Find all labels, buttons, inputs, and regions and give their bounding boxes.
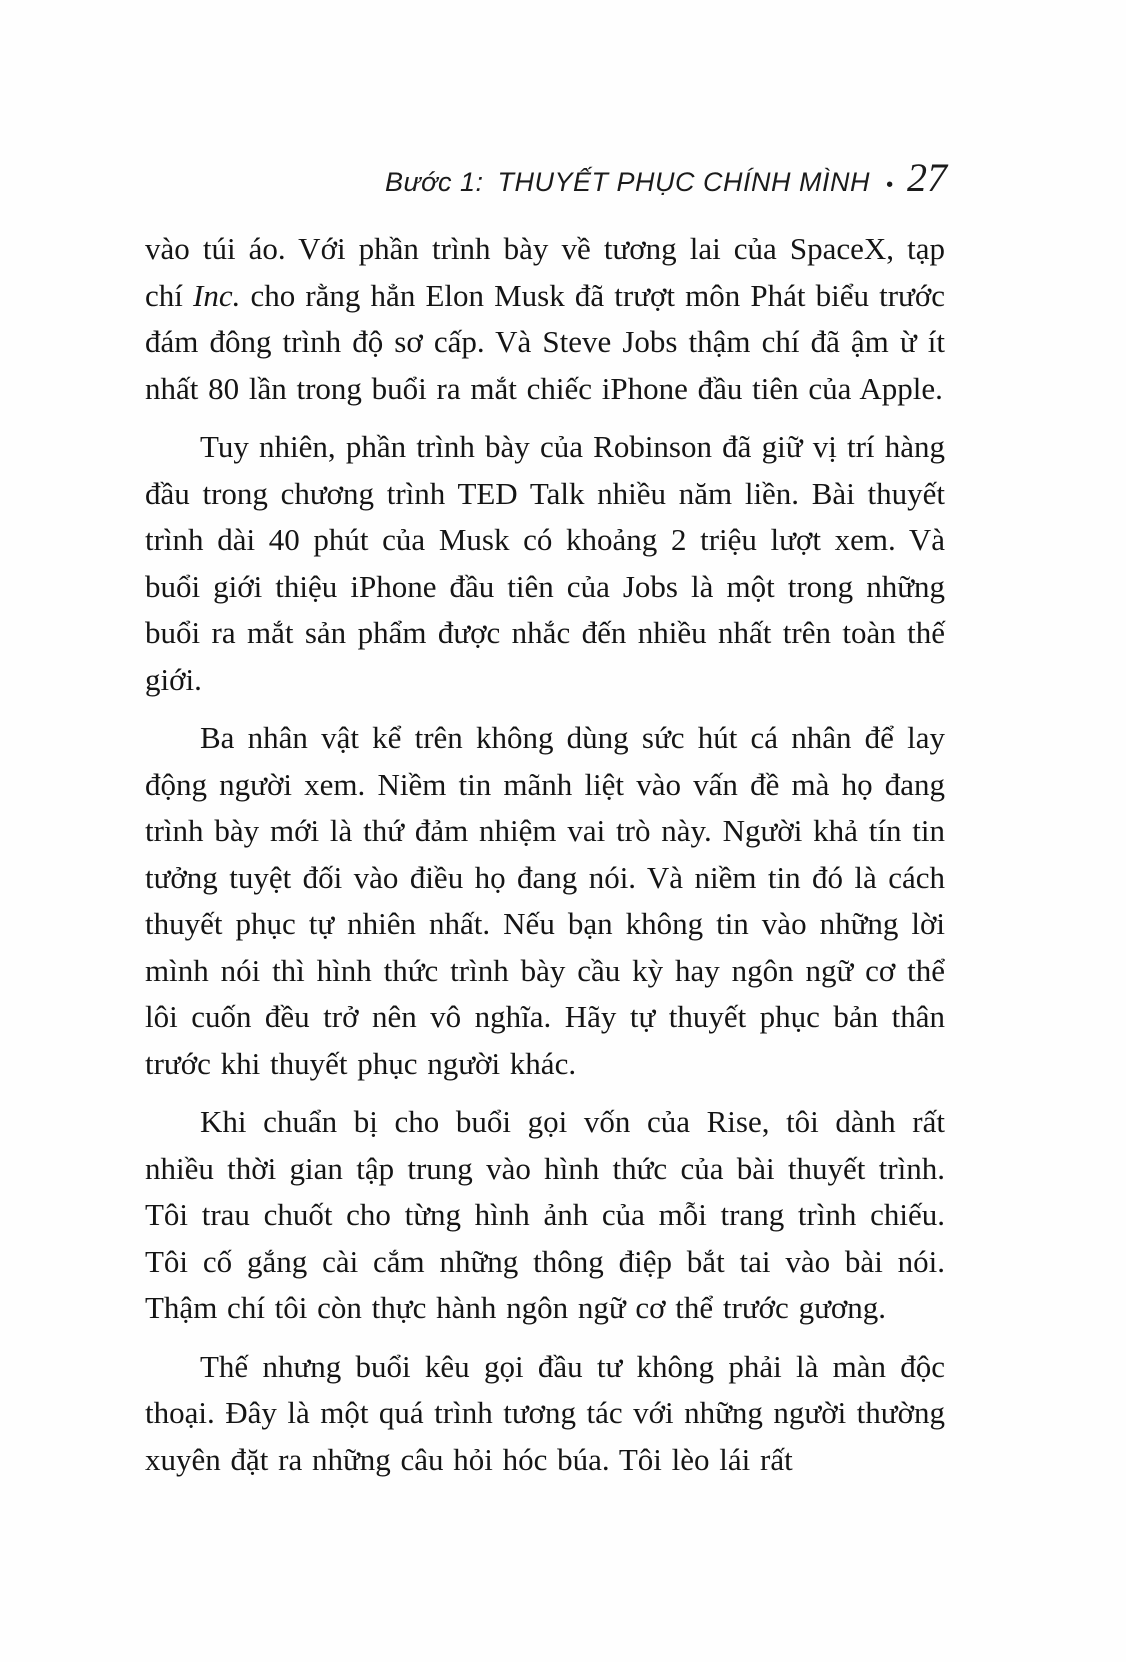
header-separator-bullet: • [885, 174, 893, 196]
paragraph-1 [145, 226, 945, 412]
header-step-label: Bước 1: [385, 167, 484, 197]
text-segment: vào túi áo. Với phần trình bày về tương lai của SpaceX, tạp chí [145, 231, 945, 313]
paragraph-3: Ba nhân vật kể trên không dùng sức hút cá nhân để lay động người xem. Niềm tin mãnh liệt vào vấn đề mà họ đang trình bày mới là thứ đảm nhiệm vai trò này. Người khả tín tin tưởng tuyệt đối vào điều họ đang nói. Và niềm tin đó là cách thuyết phục tự nhiên nhất. Nếu bạn không tin vào những lời mình nói thì hình thức trình bày cầu kỳ hay ngôn ngữ cơ thể lôi cuốn đều trở nên vô nghĩa. Hãy tự thuyết phục bản thân trước khi thuyết phục người khác. [145, 720, 945, 1081]
running-header [145, 155, 947, 200]
paragraph-5: Thế nhưng buổi kêu gọi đầu tư không phải là màn độc thoại. Đây là một quá trình tương tác với những người thường xuyên đặt ra những câu hỏi hóc búa. Tôi lèo lái rất [145, 1348, 945, 1477]
paragraph-4: Khi chuẩn bị cho buổi gọi vốn của Rise, tôi dành rất nhiều thời gian tập trung vào hình thức của bài thuyết trình. Tôi trau chuốt cho từng hình ảnh của mỗi trang trình chiếu. Tôi cố gắng cài cắm những thông điệp bắt tai vào bài nói. Thậm chí tôi còn thực hành ngôn ngữ cơ thể trước gương. [145, 1104, 945, 1325]
header-chapter-title: THUYẾT PHỤC CHÍNH MÌNH [497, 167, 870, 197]
text-segment: cho rằng hẳn Elon Musk đã trượt môn Phát biểu trước đám đông trình độ sơ cấp. Và Steve Jobs thậm chí đã ậm ừ ít nhất 80 lần trong buổi ra mắt chiếc iPhone đầu tiên của Apple. [145, 277, 945, 406]
paragraph-2: Tuy nhiên, phần trình bày của Robinson đã giữ vị trí hàng đầu trong chương trình TED Talk nhiều năm liền. Bài thuyết trình dài 40 phút của Musk có khoảng 2 triệu lượt xem. Và buổi giới thiệu iPhone đầu tiên của Jobs là một trong những buổi ra mắt sản phẩm được nhắc đến nhiều nhất trên toàn thế giới. [145, 429, 945, 697]
magazine-name-italic: Inc. [193, 277, 241, 313]
page-number: 27 [907, 155, 947, 200]
page-body [145, 226, 945, 1495]
